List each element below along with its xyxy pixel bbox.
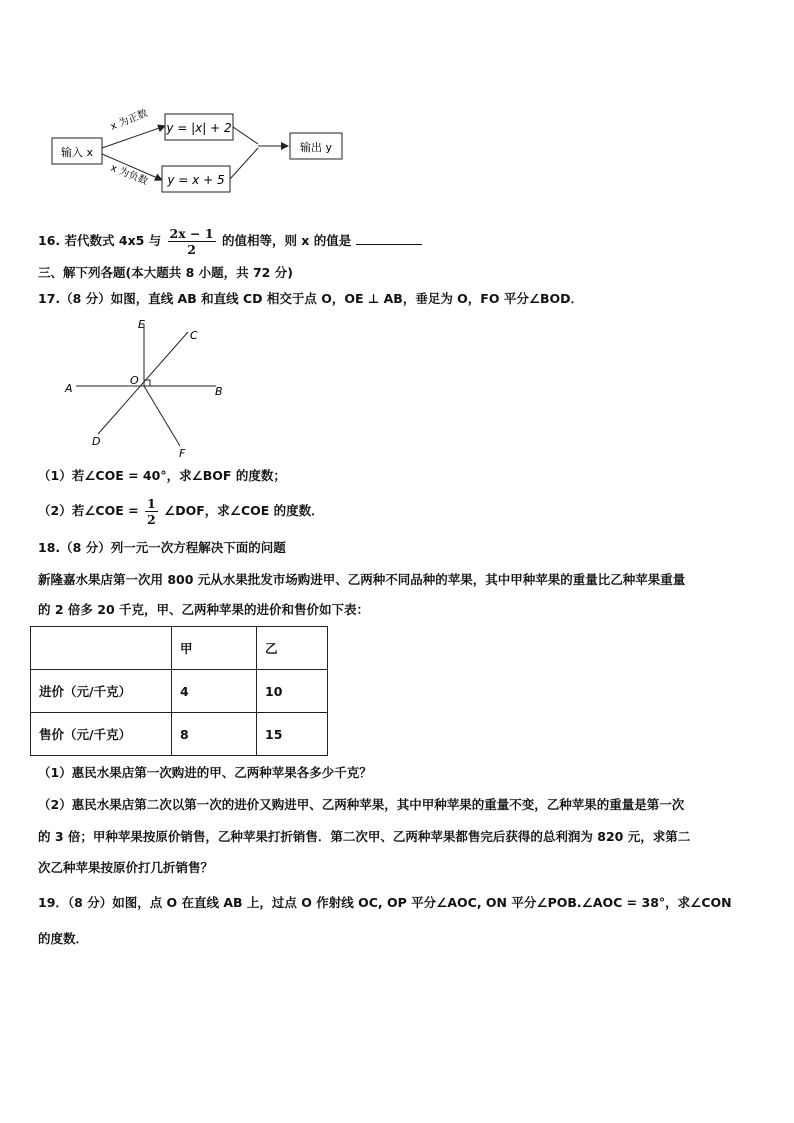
branch-positive-label: x 为正数: [109, 108, 150, 133]
q16-fraction: [168, 226, 216, 257]
q18-intro-line2: 的 2 倍多 20 千克，甲、乙两种苹果的进价和售价如下表：: [38, 602, 370, 617]
branch-negative-label: x 为负数: [108, 162, 150, 188]
table-cell: 售价（元/千克）: [31, 713, 172, 756]
q17-part2: [38, 496, 324, 527]
merge-line-bottom: [230, 148, 258, 179]
q19-line2: 的度数．: [38, 931, 89, 946]
q18-intro-line1: 新隆嘉水果店第一次用 800 元从水果批发市场购进甲、乙两种不同品种的苹果，其中甲种苹果的重量比乙种苹果重量: [38, 572, 686, 587]
output-label: 输出 y: [299, 141, 333, 154]
q19-line1: 19．（8 分）如图，点 O 在直线 AB 上，过点 O 作射线 OC, OP 平分∠AOC, ON 平分∠POB.∠AOC = 38°，求∠CON: [38, 895, 732, 910]
input-label: 输入 x: [60, 146, 94, 159]
table-header-row: [31, 627, 328, 670]
q17-frac-den: 2: [146, 512, 156, 527]
q17-part1: （1）若∠COE = 40°，求∠BOF 的度数；: [38, 468, 286, 483]
label-F: F: [179, 447, 186, 460]
merge-line-top: [233, 127, 258, 144]
q17-part2-b: ∠DOF，求∠COE 的度数．: [164, 503, 324, 518]
table-header-cell: 甲: [172, 627, 257, 670]
formula-top: y = |x| + 2: [166, 121, 232, 135]
q16-answer-blank: [356, 232, 422, 245]
label-A: A: [65, 382, 73, 395]
table-header-cell: [31, 627, 172, 670]
q18-part1: （1）惠民水果店第一次购进的甲、乙两种苹果各多少千克？: [38, 765, 372, 780]
price-table: [30, 626, 328, 756]
table-row: [31, 713, 328, 756]
table-cell: 4: [172, 670, 257, 713]
q17-frac-num: 1: [146, 496, 156, 511]
line-CD: [98, 332, 188, 434]
table-cell: 10: [257, 670, 328, 713]
q18-part2-line1: （2）惠民水果店第二次以第一次的进价又购进甲、乙两种苹果，其中甲种苹果的重量不变，乙种苹果的重量是第一次: [38, 797, 685, 812]
table-cell: 15: [257, 713, 328, 756]
question-16: [38, 226, 422, 257]
q16-number: 16.: [38, 233, 61, 248]
q16-frac-den: 2: [187, 242, 196, 257]
table-row: [31, 670, 328, 713]
table-header-cell: 乙: [257, 627, 328, 670]
q18-part2-line3: 次乙种苹果按原价打几折销售？: [38, 860, 214, 875]
label-C: C: [190, 329, 198, 342]
q18-part2-line2: 的 3 倍；甲种苹果按原价销售，乙种苹果打折销售．第二次甲、乙两种苹果都售完后获得的总利润为 820 元，求第二: [38, 829, 691, 844]
q18-header: 18.（8 分）列一元一次方程解决下面的问题: [38, 540, 286, 555]
table-cell: 8: [172, 713, 257, 756]
label-D: D: [92, 435, 101, 448]
formula-bottom: y = x + 5: [167, 173, 225, 187]
flowchart-figure: [40, 108, 380, 200]
q16-text-a: 若代数式 4x5 与: [64, 233, 162, 248]
section-3-title: 三、解下列各题(本大题共 8 小题，共 72 分): [38, 265, 293, 280]
label-E: E: [138, 318, 145, 331]
table-cell: 进价（元/千克）: [31, 670, 172, 713]
q17-header: 17.（8 分）如图，直线 AB 和直线 CD 相交于点 O，OE ⊥ AB，垂足为 O，FO 平分∠BOD．: [38, 291, 584, 306]
label-B: B: [215, 385, 223, 398]
q17-geometry-figure: [56, 312, 236, 462]
label-O: O: [130, 374, 139, 387]
q17-part2-fraction: [145, 496, 158, 527]
q16-text-b: 的值相等，则 x 的值是: [221, 233, 352, 248]
q17-part2-a: （2）若∠COE =: [38, 503, 139, 518]
q16-frac-num: 2x − 1: [169, 226, 214, 241]
ray-OF: [144, 386, 180, 446]
